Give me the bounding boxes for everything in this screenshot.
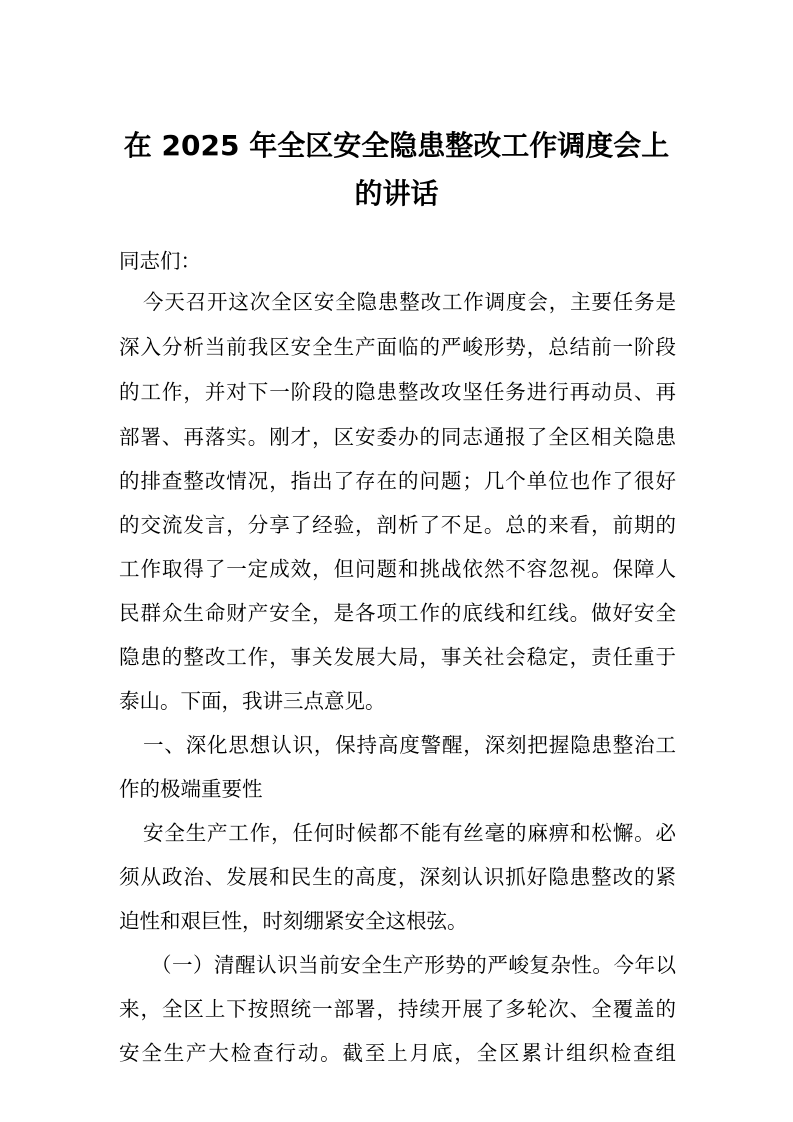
paragraph-3-line: （一）清醒认识当前安全生产形势的严峻复杂性。今年以 — [151, 953, 676, 977]
paragraph-1-line: 泰山。下面，我讲三点意见。 — [119, 689, 386, 713]
paragraph-1-line: 深入分析当前我区安全生产面临的严峻形势，总结前一阶段 — [119, 335, 676, 359]
section-heading-line: 一、深化思想认识，保持高度警醒，深刻把握隐患整治工 — [143, 733, 676, 757]
paragraph-1-line: 民群众生命财产安全，是各项工作的底线和红线。做好安全 — [119, 601, 676, 625]
paragraph-2-line: 安全生产工作，任何时候都不能有丝毫的麻痹和松懈。必 — [143, 821, 676, 845]
paragraph-2-line: 须从政治、发展和民生的高度，深刻认识抓好隐患整改的紧 — [119, 865, 676, 889]
paragraph-1-line: 的排查整改情况，指出了存在的问题；几个单位也作了很好 — [119, 469, 676, 493]
paragraph-2-line: 迫性和艰巨性，时刻绷紧安全这根弦。 — [119, 909, 468, 933]
paragraph-1-line: 隐患的整改工作，事关发展大局，事关社会稳定，责任重于 — [119, 645, 676, 669]
document-title-line-1: 在 2025 年全区安全隐患整改工作调度会上 — [123, 129, 670, 162]
paragraph-1-line: 工作取得了一定成效，但问题和挑战依然不容忽视。保障人 — [119, 557, 676, 581]
document-title-line-2: 的讲话 — [354, 177, 439, 210]
paragraph-1-line: 今天召开这次全区安全隐患整改工作调度会，主要任务是 — [143, 290, 676, 314]
section-heading-line: 作的极端重要性 — [119, 777, 263, 801]
paragraph-3-line: 来，全区上下按照统一部署，持续开展了多轮次、全覆盖的 — [119, 997, 676, 1021]
paragraph-1-line: 部署、再落实。刚才，区安委办的同志通报了全区相关隐患 — [119, 425, 676, 449]
paragraph-1-line: 的工作，并对下一阶段的隐患整改攻坚任务进行再动员、再 — [119, 380, 676, 404]
salutation: 同志们： — [119, 249, 201, 273]
paragraph-3-line: 安全生产大检查行动。截至上月底，全区累计组织检查组 — [119, 1041, 676, 1065]
paragraph-1-line: 的交流发言，分享了经验，剖析了不足。总的来看，前期的 — [119, 513, 676, 537]
